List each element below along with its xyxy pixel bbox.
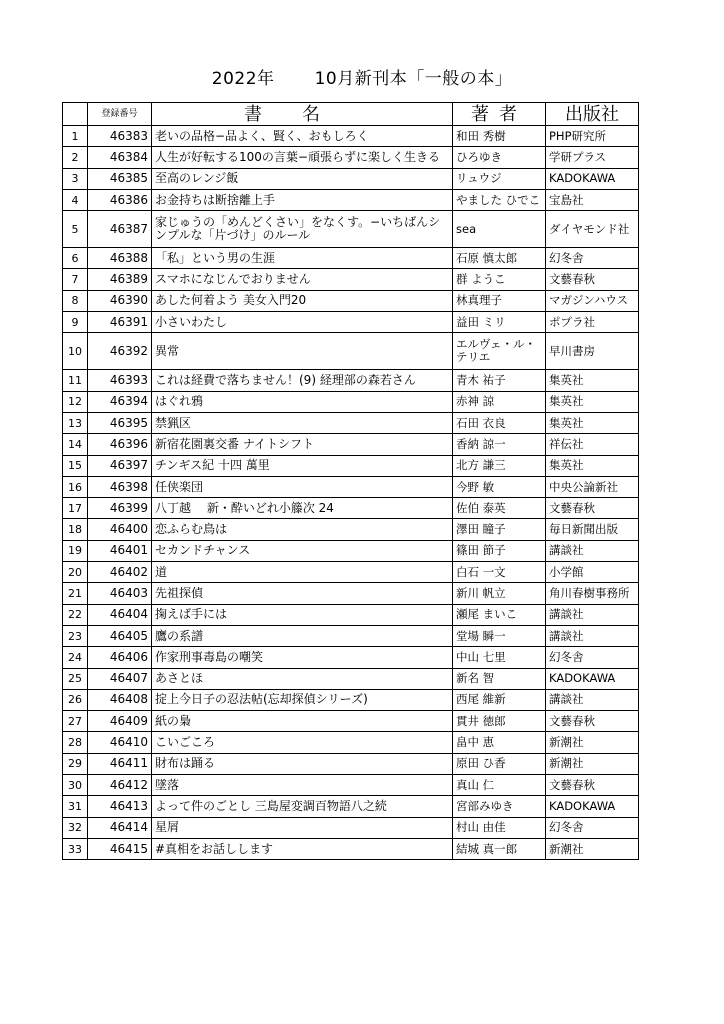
- cell-no: 5: [63, 211, 88, 248]
- cell-author: ひろゆき: [453, 147, 546, 168]
- cell-id: 46387: [88, 211, 152, 248]
- cell-no: 17: [63, 498, 88, 519]
- table-row: [63, 248, 639, 269]
- cell-author: 西尾 維新: [453, 689, 546, 710]
- cell-author: 澤田 瞳子: [453, 519, 546, 540]
- table-row: [63, 519, 639, 540]
- cell-no: 14: [63, 434, 88, 455]
- table-body: [63, 126, 639, 860]
- cell-title: 八丁越 新・酔いどれ小籐次 24: [152, 498, 453, 519]
- cell-author: 青木 祐子: [453, 370, 546, 391]
- table-row: [63, 583, 639, 604]
- cell-author: 群 ようこ: [453, 269, 546, 290]
- cell-publisher: ダイヤモンド社: [546, 211, 639, 248]
- cell-author: 堂場 瞬一: [453, 625, 546, 646]
- cell-no: 12: [63, 391, 88, 412]
- cell-author: 益田 ミリ: [453, 312, 546, 333]
- cell-publisher: KADOKAWA: [546, 168, 639, 189]
- cell-author: エルヴェ・ル・テリエ: [453, 333, 546, 370]
- cell-author: 佐伯 泰英: [453, 498, 546, 519]
- cell-no: 27: [63, 711, 88, 732]
- cell-title: あした何着よう 美女入門20: [152, 290, 453, 311]
- cell-id: 46413: [88, 796, 152, 817]
- cell-author: 結城 真一郎: [453, 838, 546, 859]
- cell-author: 畠中 恵: [453, 732, 546, 753]
- cell-title: 任侠楽団: [152, 476, 453, 497]
- cell-author: 赤神 諒: [453, 391, 546, 412]
- header-author: 著者: [453, 103, 546, 126]
- cell-id: 46409: [88, 711, 152, 732]
- cell-no: 16: [63, 476, 88, 497]
- cell-no: 22: [63, 604, 88, 625]
- cell-title: 「私」という男の生涯: [152, 248, 453, 269]
- cell-id: 46399: [88, 498, 152, 519]
- cell-id: 46407: [88, 668, 152, 689]
- cell-title: あさとほ: [152, 668, 453, 689]
- cell-title: 恋ふらむ鳥は: [152, 519, 453, 540]
- table-row: [63, 838, 639, 859]
- cell-publisher: 集英社: [546, 391, 639, 412]
- cell-publisher: 新潮社: [546, 732, 639, 753]
- cell-author: 今野 敏: [453, 476, 546, 497]
- table-row: [63, 540, 639, 561]
- table-row: [63, 604, 639, 625]
- table-row: [63, 126, 639, 147]
- cell-title: 掬えば手には: [152, 604, 453, 625]
- table-row: [63, 290, 639, 311]
- table-row: [63, 391, 639, 412]
- cell-publisher: 集英社: [546, 370, 639, 391]
- header-id: 登録番号: [88, 103, 152, 126]
- cell-title: 作家刑事毒島の嘲笑: [152, 647, 453, 668]
- cell-author: 篠田 節子: [453, 540, 546, 561]
- cell-no: 11: [63, 370, 88, 391]
- cell-publisher: 中央公論新社: [546, 476, 639, 497]
- cell-no: 28: [63, 732, 88, 753]
- table-row: [63, 753, 639, 774]
- cell-publisher: 幻冬舎: [546, 248, 639, 269]
- cell-publisher: 集英社: [546, 412, 639, 433]
- cell-author: 白石 一文: [453, 562, 546, 583]
- cell-id: 46408: [88, 689, 152, 710]
- cell-id: 46404: [88, 604, 152, 625]
- table-row: [63, 796, 639, 817]
- cell-id: 46411: [88, 753, 152, 774]
- cell-publisher: 集英社: [546, 455, 639, 476]
- header-no: [63, 103, 88, 126]
- cell-no: 31: [63, 796, 88, 817]
- table-row: [63, 269, 639, 290]
- table-row: [63, 775, 639, 796]
- cell-id: 46398: [88, 476, 152, 497]
- cell-no: 7: [63, 269, 88, 290]
- cell-title: チンギス紀 十四 萬里: [152, 455, 453, 476]
- cell-no: 33: [63, 838, 88, 859]
- table-row: [63, 333, 639, 370]
- cell-id: 46414: [88, 817, 152, 838]
- cell-no: 26: [63, 689, 88, 710]
- header-title: 書名: [152, 103, 453, 126]
- cell-no: 2: [63, 147, 88, 168]
- cell-id: 46383: [88, 126, 152, 147]
- cell-no: 6: [63, 248, 88, 269]
- cell-title: これは経費で落ちません！(9) 経理部の森若さん: [152, 370, 453, 391]
- cell-no: 24: [63, 647, 88, 668]
- cell-title: スマホになじんでおりません: [152, 269, 453, 290]
- cell-title: 掟上今日子の忍法帖(忘却探偵シリーズ): [152, 689, 453, 710]
- table-row: [63, 498, 639, 519]
- cell-publisher: 文藝春秋: [546, 498, 639, 519]
- cell-id: 46397: [88, 455, 152, 476]
- cell-publisher: PHP研究所: [546, 126, 639, 147]
- cell-no: 30: [63, 775, 88, 796]
- cell-publisher: 講談社: [546, 689, 639, 710]
- cell-no: 25: [63, 668, 88, 689]
- cell-publisher: 小学館: [546, 562, 639, 583]
- cell-publisher: ポプラ社: [546, 312, 639, 333]
- cell-author: 中山 七里: [453, 647, 546, 668]
- cell-author: 和田 秀樹: [453, 126, 546, 147]
- table-row: [63, 455, 639, 476]
- cell-id: 46392: [88, 333, 152, 370]
- cell-title: 異常: [152, 333, 453, 370]
- cell-no: 20: [63, 562, 88, 583]
- cell-id: 46415: [88, 838, 152, 859]
- cell-title: お金持ちは断捨離上手: [152, 189, 453, 210]
- cell-title: 鷹の系譜: [152, 625, 453, 646]
- cell-no: 18: [63, 519, 88, 540]
- cell-id: 46412: [88, 775, 152, 796]
- table-row: [63, 312, 639, 333]
- header-publisher: 出版社: [546, 103, 639, 126]
- table-row: [63, 647, 639, 668]
- cell-id: 46410: [88, 732, 152, 753]
- cell-no: 1: [63, 126, 88, 147]
- cell-title: こいごころ: [152, 732, 453, 753]
- cell-publisher: 文藝春秋: [546, 269, 639, 290]
- cell-author: やました ひでこ: [453, 189, 546, 210]
- table-row: [63, 370, 639, 391]
- cell-title: 墜落: [152, 775, 453, 796]
- cell-no: 29: [63, 753, 88, 774]
- cell-publisher: 宝島社: [546, 189, 639, 210]
- cell-author: 香納 諒一: [453, 434, 546, 455]
- table-header-row: [63, 103, 639, 126]
- cell-id: 46406: [88, 647, 152, 668]
- cell-author: 新川 帆立: [453, 583, 546, 604]
- cell-id: 46385: [88, 168, 152, 189]
- cell-publisher: KADOKAWA: [546, 796, 639, 817]
- cell-author: 瀬尾 まいこ: [453, 604, 546, 625]
- cell-author: 林真理子: [453, 290, 546, 311]
- cell-title: #真相をお話しします: [152, 838, 453, 859]
- cell-no: 9: [63, 312, 88, 333]
- cell-id: 46394: [88, 391, 152, 412]
- table-row: [63, 168, 639, 189]
- cell-no: 21: [63, 583, 88, 604]
- cell-publisher: 新潮社: [546, 753, 639, 774]
- cell-publisher: 講談社: [546, 604, 639, 625]
- cell-id: 46395: [88, 412, 152, 433]
- table-row: [63, 711, 639, 732]
- cell-no: 4: [63, 189, 88, 210]
- cell-id: 46393: [88, 370, 152, 391]
- cell-id: 46403: [88, 583, 152, 604]
- cell-title: 家じゅうの「めんどくさい」をなくす。−いちばんシンプルな「片づけ」のルール: [152, 211, 453, 248]
- cell-author: sea: [453, 211, 546, 248]
- cell-no: 23: [63, 625, 88, 646]
- cell-publisher: 新潮社: [546, 838, 639, 859]
- cell-author: リュウジ: [453, 168, 546, 189]
- cell-publisher: 幻冬舎: [546, 817, 639, 838]
- cell-title: 星屑: [152, 817, 453, 838]
- cell-author: 石田 衣良: [453, 412, 546, 433]
- cell-title: 小さいわたし: [152, 312, 453, 333]
- cell-id: 46386: [88, 189, 152, 210]
- cell-author: 貫井 徳郎: [453, 711, 546, 732]
- cell-title: 紙の梟: [152, 711, 453, 732]
- cell-publisher: 講談社: [546, 625, 639, 646]
- cell-no: 8: [63, 290, 88, 311]
- cell-no: 13: [63, 412, 88, 433]
- cell-publisher: 早川書房: [546, 333, 639, 370]
- cell-publisher: 文藝春秋: [546, 711, 639, 732]
- table-row: [63, 412, 639, 433]
- cell-no: 32: [63, 817, 88, 838]
- cell-author: 原田 ひ香: [453, 753, 546, 774]
- cell-title: 先祖探偵: [152, 583, 453, 604]
- cell-title: よって件のごとし 三島屋変調百物語八之続: [152, 796, 453, 817]
- cell-publisher: 角川春樹事務所: [546, 583, 639, 604]
- cell-no: 10: [63, 333, 88, 370]
- table-row: [63, 147, 639, 168]
- table-row: [63, 562, 639, 583]
- cell-title: はぐれ鴉: [152, 391, 453, 412]
- page-title: [0, 64, 724, 89]
- cell-author: 真山 仁: [453, 775, 546, 796]
- cell-title: セカンドチャンス: [152, 540, 453, 561]
- cell-id: 46391: [88, 312, 152, 333]
- cell-author: 石原 慎太郎: [453, 248, 546, 269]
- cell-id: 46384: [88, 147, 152, 168]
- book-table: [62, 102, 639, 860]
- cell-title: 財布は踊る: [152, 753, 453, 774]
- table-row: [63, 625, 639, 646]
- cell-title: 道: [152, 562, 453, 583]
- cell-id: 46388: [88, 248, 152, 269]
- cell-publisher: 講談社: [546, 540, 639, 561]
- cell-publisher: 学研プラス: [546, 147, 639, 168]
- title-year: 2022年: [211, 69, 275, 89]
- cell-publisher: マガジンハウス: [546, 290, 639, 311]
- cell-id: 46396: [88, 434, 152, 455]
- table-row: [63, 689, 639, 710]
- cell-author: 新名 智: [453, 668, 546, 689]
- cell-author: 北方 謙三: [453, 455, 546, 476]
- cell-id: 46401: [88, 540, 152, 561]
- cell-publisher: 文藝春秋: [546, 775, 639, 796]
- cell-publisher: 幻冬舎: [546, 647, 639, 668]
- table-row: [63, 668, 639, 689]
- title-main: 10月新刊本「一般の本」: [314, 69, 513, 89]
- cell-author: 宮部みゆき: [453, 796, 546, 817]
- cell-no: 15: [63, 455, 88, 476]
- cell-id: 46390: [88, 290, 152, 311]
- cell-id: 46405: [88, 625, 152, 646]
- cell-no: 3: [63, 168, 88, 189]
- table-row: [63, 211, 639, 248]
- table-row: [63, 434, 639, 455]
- cell-title: 人生が好転する100の言葉−頑張らずに楽しく生きる: [152, 147, 453, 168]
- cell-publisher: 毎日新聞出版: [546, 519, 639, 540]
- cell-title: 禁猟区: [152, 412, 453, 433]
- cell-id: 46400: [88, 519, 152, 540]
- cell-publisher: 祥伝社: [546, 434, 639, 455]
- cell-title: 新宿花園裏交番 ナイトシフト: [152, 434, 453, 455]
- table-row: [63, 189, 639, 210]
- table-row: [63, 732, 639, 753]
- cell-title: 至高のレンジ飯: [152, 168, 453, 189]
- table-row: [63, 817, 639, 838]
- cell-publisher: KADOKAWA: [546, 668, 639, 689]
- cell-author: 村山 由佳: [453, 817, 546, 838]
- cell-id: 46389: [88, 269, 152, 290]
- table-row: [63, 476, 639, 497]
- cell-id: 46402: [88, 562, 152, 583]
- cell-no: 19: [63, 540, 88, 561]
- cell-title: 老いの品格−品よく、賢く、おもしろく: [152, 126, 453, 147]
